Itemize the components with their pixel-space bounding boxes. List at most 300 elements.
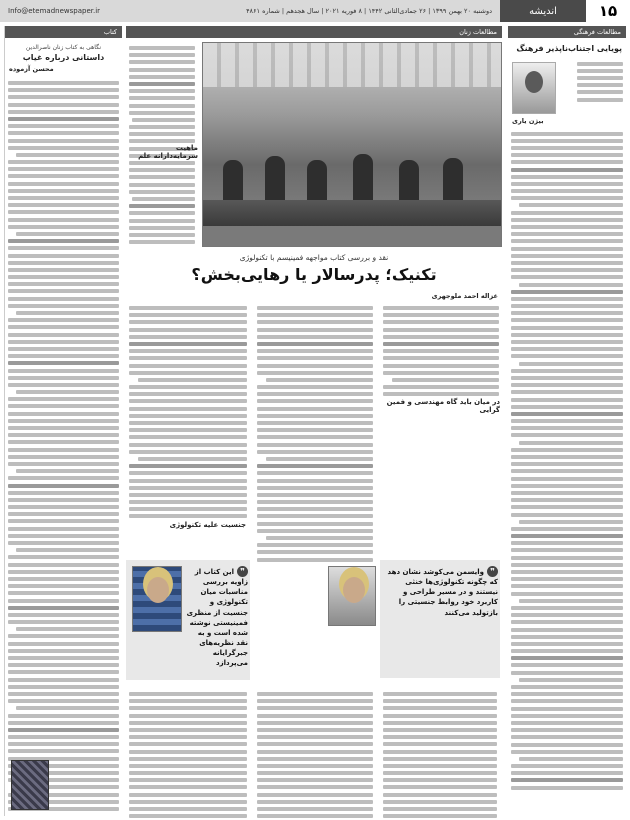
text-line — [129, 493, 247, 497]
text-line — [129, 60, 195, 64]
text-line — [511, 333, 623, 337]
text-line — [129, 96, 195, 100]
text-line — [8, 81, 119, 85]
left-pre-title: نگاهی به کتاب زنان ناصرالدین — [25, 44, 102, 51]
dateline: دوشنبه ۲۰ بهمن ۱۳۹۹ | ۲۶ جمادی‌الثانی ۱۴۴۲ | ۸ فوریه ۲۰۲۱ | سال هجدهم | شماره ۴۸۶۱ — [246, 7, 492, 15]
section-name: اندیشه — [500, 0, 586, 22]
text-line — [8, 534, 119, 538]
text-line — [511, 311, 623, 315]
text-line — [8, 225, 119, 229]
author-portrait-photo — [328, 566, 376, 626]
text-line — [8, 642, 119, 646]
text-line — [257, 771, 373, 775]
text-line — [511, 211, 623, 215]
text-line — [8, 440, 119, 444]
text-line — [257, 493, 373, 497]
text-line — [8, 620, 119, 624]
text-line — [129, 219, 195, 223]
text-line — [8, 325, 119, 329]
text-line — [511, 196, 623, 200]
text-line — [257, 814, 373, 818]
text-line — [511, 455, 623, 459]
text-line — [8, 555, 119, 559]
text-line — [392, 378, 499, 382]
text-line — [8, 426, 119, 430]
text-line — [511, 247, 623, 251]
text-line — [511, 182, 623, 186]
text-line — [257, 392, 373, 396]
text-line — [383, 814, 497, 818]
text-line — [16, 390, 119, 394]
text-line — [511, 606, 623, 610]
page-number: ۱۵ — [586, 0, 630, 22]
text-line — [129, 356, 247, 360]
text-line — [129, 714, 247, 718]
text-line — [266, 536, 373, 540]
book-cover-photo — [132, 566, 182, 632]
dateline-strip — [0, 0, 500, 22]
text-line — [511, 232, 623, 236]
text-line — [519, 757, 623, 761]
text-line — [129, 190, 195, 194]
text-line — [257, 750, 373, 754]
text-line — [8, 239, 119, 243]
text-line — [511, 254, 623, 258]
text-line — [129, 104, 195, 108]
text-line — [8, 347, 119, 351]
text-line — [383, 764, 497, 768]
text-line — [257, 699, 373, 703]
text-line — [129, 68, 195, 72]
left-article-body — [5, 81, 122, 811]
text-line — [8, 297, 119, 301]
text-line — [257, 757, 373, 761]
text-line — [129, 742, 247, 746]
text-line — [511, 628, 623, 632]
text-line — [511, 405, 623, 409]
text-line — [383, 342, 499, 346]
text-line — [519, 678, 623, 682]
text-line — [129, 800, 247, 804]
text-line — [8, 268, 119, 272]
text-line — [129, 500, 247, 504]
feature-body-continued — [254, 692, 376, 820]
text-line — [511, 139, 623, 143]
text-line — [383, 392, 499, 396]
text-line — [511, 132, 623, 136]
text-line — [383, 349, 499, 353]
text-line — [129, 226, 195, 230]
text-line — [8, 656, 119, 660]
text-line — [129, 407, 247, 411]
text-line — [257, 320, 373, 324]
text-line — [511, 505, 623, 509]
text-line — [257, 435, 373, 439]
book-cover-image — [11, 760, 49, 810]
text-line — [511, 491, 623, 495]
text-line — [129, 507, 247, 511]
text-line — [8, 369, 119, 373]
text-line — [8, 304, 119, 308]
text-line — [8, 476, 119, 480]
text-line — [511, 764, 623, 768]
text-line — [257, 335, 373, 339]
text-line — [511, 548, 623, 552]
text-line — [8, 412, 119, 416]
text-line — [16, 153, 119, 157]
text-line — [511, 620, 623, 624]
text-line — [511, 663, 623, 667]
text-line — [8, 383, 119, 387]
text-line — [519, 441, 623, 445]
text-line — [8, 397, 119, 401]
text-line — [383, 371, 499, 375]
text-line — [511, 728, 623, 732]
text-line — [8, 563, 119, 567]
text-line — [129, 464, 247, 468]
text-line — [8, 167, 119, 171]
text-line — [511, 592, 623, 596]
text-line — [511, 304, 623, 308]
text-line — [8, 318, 119, 322]
text-line — [257, 742, 373, 746]
text-line — [383, 800, 497, 804]
text-line — [8, 606, 119, 610]
text-line — [8, 404, 119, 408]
quote-icon: ❞ — [487, 566, 498, 577]
text-line — [8, 699, 119, 703]
text-line — [8, 246, 119, 250]
text-line — [511, 699, 623, 703]
text-line — [266, 378, 373, 382]
text-line — [511, 326, 623, 330]
text-line — [8, 448, 119, 452]
text-line — [511, 189, 623, 193]
main-feature — [126, 26, 502, 816]
text-line — [8, 361, 119, 365]
text-line — [257, 313, 373, 317]
text-line — [129, 139, 195, 143]
left-author: محسن آزموده — [9, 65, 54, 73]
text-line — [132, 118, 195, 122]
text-line — [16, 311, 119, 315]
text-line — [511, 484, 623, 488]
text-line — [511, 498, 623, 502]
text-line — [511, 462, 623, 466]
text-line — [511, 448, 623, 452]
text-line — [383, 750, 497, 754]
text-line — [511, 671, 623, 675]
text-line — [129, 364, 247, 368]
text-line — [511, 347, 623, 351]
text-line — [129, 313, 247, 317]
text-line — [511, 642, 623, 646]
feature-body-col-3 — [126, 306, 250, 522]
feature-body-continued — [380, 692, 500, 820]
text-line — [511, 714, 623, 718]
text-line — [257, 793, 373, 797]
text-line — [511, 577, 623, 581]
text-line — [129, 514, 247, 518]
text-line — [511, 426, 623, 430]
text-line — [383, 699, 497, 703]
text-line — [257, 479, 373, 483]
text-line — [511, 635, 623, 639]
text-line — [129, 53, 195, 57]
text-line — [129, 692, 247, 696]
text-line — [383, 742, 497, 746]
text-line — [8, 275, 119, 279]
subhead-gender-vs-technology: جنسیت علیه تکنولوژی — [169, 521, 246, 529]
text-line — [257, 342, 373, 346]
text-line — [511, 268, 623, 272]
text-line — [8, 692, 119, 696]
text-line — [383, 714, 497, 718]
text-line — [129, 735, 247, 739]
masthead-bar — [0, 0, 630, 22]
text-line — [16, 232, 119, 236]
text-line — [519, 283, 623, 287]
text-line — [519, 520, 623, 524]
text-line — [8, 340, 119, 344]
text-line — [511, 469, 623, 473]
text-line — [257, 500, 373, 504]
text-line — [8, 512, 119, 516]
text-line — [129, 757, 247, 761]
text-line — [16, 706, 119, 710]
text-line — [257, 450, 373, 454]
text-line — [129, 211, 195, 215]
text-line — [8, 103, 119, 107]
pullquote-2: ❞این کتاب از زاویه بررسی مناسبات میان تکنولوژی و جنسیت از منظری فمینیستی نوشته شده است و به نقد نظریه‌های جبرگرایانه می‌پردازد — [186, 567, 248, 668]
text-line — [8, 462, 119, 466]
text-line — [511, 318, 623, 322]
pullquote-1: ❞وایسمن می‌کوشد نشان دهد که چگونه تکنولوژی‌ها خنثی نیستند و در مسیر طراحی و کاربرد خود روابط جنسیتی را بازتولید می‌کنند — [387, 567, 498, 617]
text-line — [257, 471, 373, 475]
quote-icon: ❞ — [237, 566, 248, 577]
text-line — [8, 584, 119, 588]
text-line — [129, 183, 195, 187]
text-line — [257, 714, 373, 718]
text-line — [511, 383, 623, 387]
text-line — [511, 218, 623, 222]
text-line — [8, 124, 119, 128]
text-line — [8, 678, 119, 682]
text-line — [129, 349, 247, 353]
feature-body-continued — [126, 692, 250, 820]
text-line — [8, 354, 119, 358]
text-line — [511, 584, 623, 588]
text-line — [129, 778, 247, 782]
text-line — [8, 189, 119, 193]
text-line — [8, 599, 119, 603]
text-line — [257, 764, 373, 768]
text-line — [138, 378, 247, 382]
text-line — [511, 649, 623, 653]
text-line — [383, 793, 497, 797]
text-line — [257, 356, 373, 360]
text-line — [8, 160, 119, 164]
text-line — [257, 328, 373, 332]
text-line — [511, 275, 623, 279]
text-line — [257, 428, 373, 432]
text-line — [511, 261, 623, 265]
text-line — [8, 749, 119, 753]
text-line — [511, 168, 623, 172]
text-line — [129, 46, 195, 50]
text-line — [511, 477, 623, 481]
left-column — [4, 26, 122, 816]
text-line — [129, 371, 247, 375]
feature-author: غزاله احمد ملوجهری — [431, 292, 498, 300]
text-line — [257, 778, 373, 782]
text-line — [511, 290, 623, 294]
text-line — [129, 728, 247, 732]
text-line — [511, 513, 623, 517]
text-line — [8, 110, 119, 114]
text-line — [8, 634, 119, 638]
text-line — [257, 721, 373, 725]
text-line — [129, 233, 195, 237]
text-line — [257, 529, 373, 533]
text-line — [8, 289, 119, 293]
text-line — [511, 786, 623, 790]
text-line — [511, 390, 623, 394]
text-line — [511, 225, 623, 229]
text-line — [511, 412, 623, 416]
text-line — [129, 414, 247, 418]
text-line — [257, 543, 373, 547]
text-line — [8, 282, 119, 286]
text-line — [383, 364, 499, 368]
text-line — [257, 414, 373, 418]
text-line — [383, 721, 497, 725]
text-line — [8, 591, 119, 595]
right-article-title: پویایی اجتناب‌ناپذیر فرهنگ — [516, 44, 622, 53]
text-line — [257, 385, 373, 389]
text-line — [511, 613, 623, 617]
text-line — [257, 728, 373, 732]
text-line — [383, 807, 497, 811]
text-line — [8, 174, 119, 178]
text-line — [8, 649, 119, 653]
text-line — [129, 486, 247, 490]
text-line — [8, 498, 119, 502]
text-line — [511, 369, 623, 373]
text-line — [129, 125, 195, 129]
text-line — [8, 433, 119, 437]
text-line — [8, 519, 119, 523]
text-line — [129, 793, 247, 797]
text-line — [257, 550, 373, 554]
text-line — [383, 757, 497, 761]
text-line — [383, 692, 497, 696]
text-line — [511, 433, 623, 437]
text-line — [257, 486, 373, 490]
text-line — [129, 750, 247, 754]
text-line — [8, 455, 119, 459]
text-line — [129, 764, 247, 768]
text-line — [129, 399, 247, 403]
left-section-label: کتاب — [5, 26, 122, 38]
text-line — [138, 457, 247, 461]
text-line — [129, 428, 247, 432]
factory-workers-photo — [202, 42, 502, 247]
text-line — [129, 721, 247, 725]
text-line — [8, 670, 119, 674]
text-line — [129, 111, 195, 115]
text-line — [257, 706, 373, 710]
text-line — [257, 692, 373, 696]
text-line — [8, 210, 119, 214]
right-author: بیژن یاری — [512, 116, 544, 125]
text-line — [511, 707, 623, 711]
text-line — [511, 354, 623, 358]
text-line — [511, 534, 623, 538]
text-line — [511, 297, 623, 301]
text-line — [257, 349, 373, 353]
text-line — [511, 735, 623, 739]
text-line — [8, 146, 119, 150]
headline-kicker: نقد و بررسی کتاب مواجهه فمینیسم با تکنولوژی — [239, 253, 389, 262]
text-line — [129, 342, 247, 346]
subhead-engineering: در میان باید گاه مهندسی و فمین گرایی — [386, 398, 500, 414]
feature-body-col-1 — [380, 306, 502, 399]
text-line — [511, 146, 623, 150]
feature-body-col-2 — [254, 306, 376, 565]
text-line — [257, 785, 373, 789]
text-line — [266, 457, 373, 461]
text-line — [257, 399, 373, 403]
text-line — [8, 728, 119, 732]
text-line — [8, 95, 119, 99]
text-line — [383, 335, 499, 339]
text-line — [8, 203, 119, 207]
text-line — [383, 320, 499, 324]
text-line — [129, 82, 195, 86]
right-section-label: مطالعات فرهنگی — [508, 26, 626, 38]
text-line — [511, 771, 623, 775]
contact-email[interactable]: Info@etemadnewspaper.ir — [8, 7, 101, 15]
text-line — [8, 742, 119, 746]
text-line — [383, 328, 499, 332]
text-line — [383, 785, 497, 789]
text-line — [8, 527, 119, 531]
text-line — [8, 663, 119, 667]
text-line — [511, 570, 623, 574]
text-line — [129, 785, 247, 789]
text-line — [519, 599, 623, 603]
text-line — [129, 479, 247, 483]
text-line — [511, 419, 623, 423]
text-line — [8, 131, 119, 135]
text-line — [257, 306, 373, 310]
text-line — [129, 814, 247, 818]
text-line — [383, 735, 497, 739]
text-line — [511, 743, 623, 747]
text-line — [8, 577, 119, 581]
text-line — [129, 706, 247, 710]
text-line — [16, 469, 119, 473]
text-line — [8, 333, 119, 337]
text-line — [383, 306, 499, 310]
text-line — [257, 558, 373, 562]
text-line — [383, 385, 499, 389]
text-line — [511, 398, 623, 402]
text-line — [8, 541, 119, 545]
text-line — [257, 807, 373, 811]
text-line — [511, 692, 623, 696]
